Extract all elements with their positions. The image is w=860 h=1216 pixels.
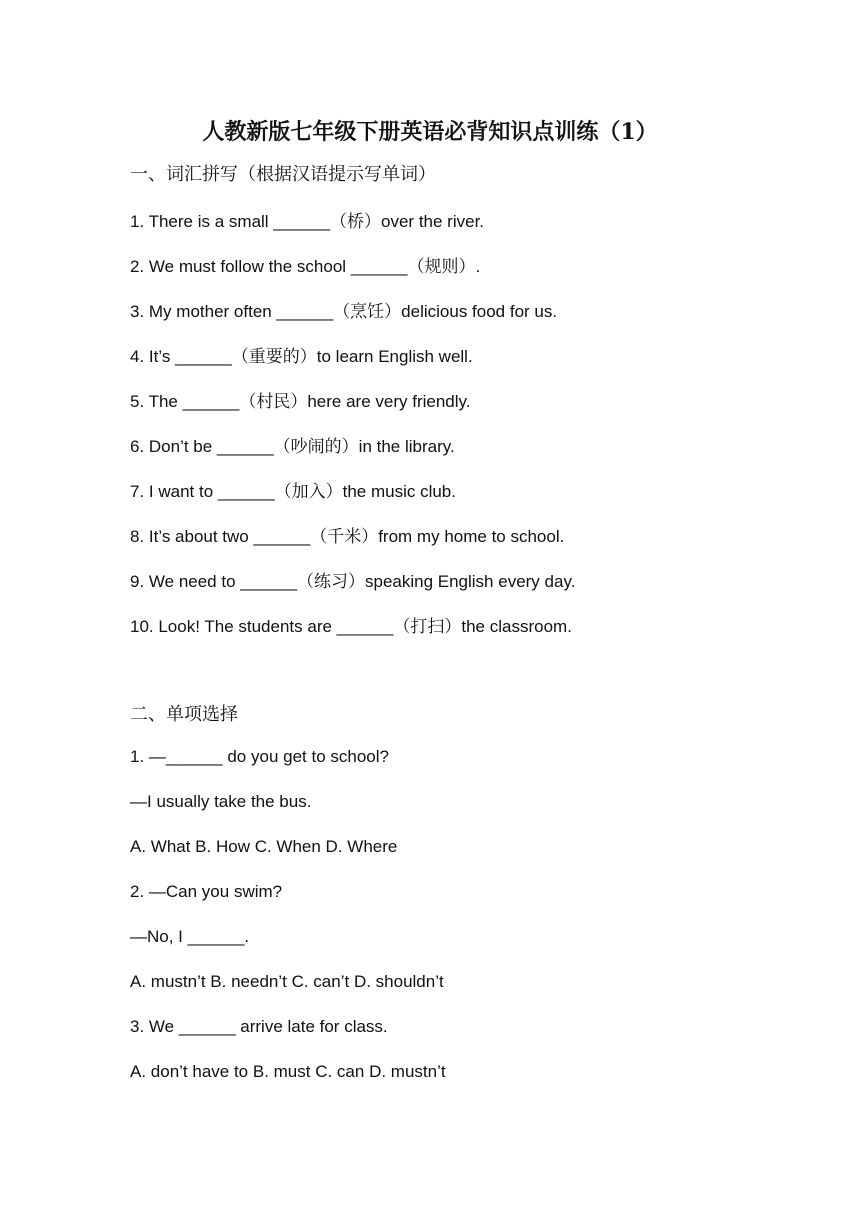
question-line: —I usually take the bus. (130, 792, 312, 811)
section-heading-vocabulary: 一、词汇拼写（根据汉语提示写单词） (130, 164, 436, 185)
question-line: 1. —______ do you get to school? (130, 747, 389, 766)
page-title: 人教新版七年级下册英语必背知识点训练（1） (202, 119, 658, 145)
vocab-item: 6. Don’t be ______（吵闹的）in the library. (130, 437, 455, 456)
vocab-item: 1. There is a small ______（桥）over the river. (130, 212, 485, 231)
vocab-item: 7. I want to ______（加入）the music club. (130, 482, 456, 501)
question-line: 2. —Can you swim? (130, 882, 283, 901)
vocab-item: 4. It’s ______（重要的）to learn English well. (130, 347, 473, 366)
vocab-item: 3. My mother often ______（烹饪）delicious food for us. (130, 302, 558, 321)
question-line: —No, I ______. (130, 927, 250, 946)
vocab-item: 9. We need to ______（练习）speaking English every day. (130, 572, 576, 591)
options-line: A. don’t have to B. must C. can D. mustn’t (130, 1062, 446, 1081)
question-line: 3. We ______ arrive late for class. (130, 1017, 388, 1036)
vocab-item: 2. We must follow the school ______（规则）. (130, 257, 481, 276)
vocab-item: 5. The ______（村民）here are very friendly. (130, 392, 471, 411)
vocab-item: 10. Look! The students are ______（打扫）the classroom. (130, 617, 572, 636)
options-line: A. mustn’t B. needn’t C. can’t D. shouldn’t (130, 972, 444, 991)
vocab-item: 8. It’s about two ______（千米）from my home to school. (130, 527, 565, 546)
section-heading-multiple-choice: 二、单项选择 (130, 704, 238, 725)
options-line: A. What B. How C. When D. Where (130, 837, 398, 856)
